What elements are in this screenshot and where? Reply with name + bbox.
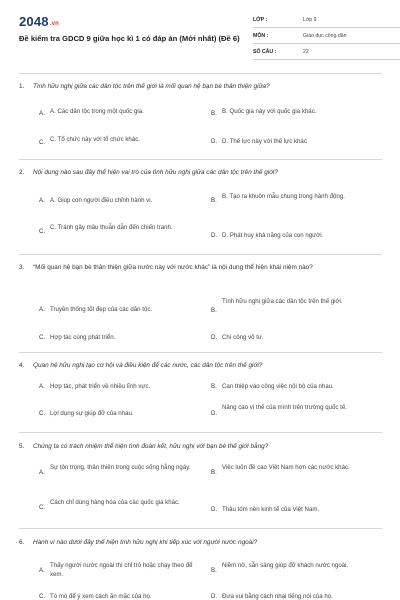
question-4 [19,361,382,371]
option-letter: D. [211,593,218,600]
question-3 [19,263,382,273]
page-header [19,14,385,62]
question-text: Quan hệ hữu nghị tạo cơ hội và điều kiện để các nước, các dân tộc trên thế giới? [33,362,263,369]
option-letter: A. [39,469,45,476]
option-letter: B. [211,110,217,117]
option-text: Thấy người nước ngoài thì chỉ trỏ hoặc chạy theo để xem. [50,562,193,578]
option-text: Can thiệp vào công việc nội bộ của nhau. [222,383,334,390]
option-letter: B. [211,307,217,314]
question-text: “Mối quan hệ bạn bè thân thiện giữa nước này với nước khác” là nội dung thể hiện khái niệm nào? [33,264,313,271]
option-text: Đưa vui bằng cách nhại tiếng nói của họ. [222,593,333,600]
meta-class-row [253,14,400,28]
option-text: D. Thế lực này với thế lực khác [222,138,307,145]
option-text: A. Các dân tộc trong một quốc gia. [50,108,144,115]
option-letter: A. [39,197,45,204]
meta-value: Lớp 9 [303,17,317,23]
option-letter: C. [39,334,46,341]
question-number: 6. [19,539,25,546]
option-text: A. Giúp con người điều chỉnh hành vi. [50,197,153,204]
question-stem [19,361,382,371]
meta-label: MÔN : [253,33,269,39]
question-text: Nội dung nào sau đây thể hiện vai trò của tình hữu nghị giữa các dân tộc trên thế giới? [33,169,279,176]
option-text: Hợp tác cùng phát triển. [50,334,116,341]
site-logo[interactable] [19,14,59,29]
question-text: Hành vi nào dưới đây thể hiện tình hữu nghị khi tiếp xúc với người nước ngoài? [33,539,258,546]
question-divider [19,159,382,160]
question-stem [19,263,382,273]
option-text: B. Quốc gia này với quốc gia khác. [222,108,317,115]
option-text: Sự tôn trọng, thân thiện trong cuộc sống hằng ngày. [50,464,191,471]
option-letter: B. [211,383,217,390]
option-text: Chí công vô tư. [222,334,264,341]
question-1 [19,82,382,92]
option-letter: A. [39,306,45,313]
option-letter: B. [211,469,217,476]
meta-value: 22 [303,49,309,55]
option-text: Nâng cao vị thế của mình trên trường quốc tế. [222,404,347,411]
option-letter: D. [211,410,218,417]
option-text: Hợp tác, phát triển về nhiều lĩnh vực. [50,383,151,390]
option-text: Lợi dụng sự giúp đỡ của nhau. [50,410,134,417]
option-letter: B. [211,567,217,574]
question-stem [19,168,382,178]
meta-label: SỐ CÂU : [253,49,277,55]
meta-label: LỚP : [253,17,268,23]
question-number: 5. [19,443,25,450]
doc-title: Đề kiểm tra GDCD 9 giữa học kì 1 có đáp án (Mới nhất) (Đề 6) [19,34,240,43]
question-number: 3. [19,264,25,271]
option-text: Truyền thống tốt đẹp của các dân tộc. [50,306,153,313]
question-divider [19,254,382,255]
option-letter: D. [211,506,218,513]
option-text: C. Tránh gây mâu thuẫn dẫn đến chiến tranh. [50,224,173,231]
meta-value: Giáo dục công dân [303,33,347,39]
option-letter: A. [39,567,45,574]
option-letter: A. [39,110,45,117]
option-letter: C. [39,410,46,417]
option-letter: C. [39,228,46,235]
option-letter: C. [39,593,46,600]
question-number: 4. [19,362,25,369]
question-stem [19,82,382,92]
option-text: Cách chỉ dùng hàng hóa của các quốc gia khác. [50,499,180,506]
option-text: Thâu tóm nền kinh tế của Việt Nam. [222,506,320,513]
option-letter: B. [211,197,217,204]
question-divider [19,432,382,433]
question-number: 1. [19,83,25,90]
question-2 [19,168,382,178]
option-text: Tò mò để ý xem cách ăn mặc của họ. [50,593,152,600]
option-text: C. Tổ chức này với tổ chức khác. [50,136,140,143]
option-text: Việc luôn đề cao Việt Nam hơn các nước khác. [222,464,350,471]
question-text: Chúng ta có trách nhiệm thể hiện tình đoàn kết, hữu nghị với bạn bè thế giới bằng? [33,443,269,450]
option-text: Tình hữu nghị giữa các dân tộc trên thế giới. [222,298,343,305]
option-letter: D. [211,334,218,341]
meta-subject-row [253,30,400,44]
question-6 [19,538,382,548]
logo-suffix-text: .vn [49,21,60,27]
option-letter: D. [211,232,218,239]
option-letter: D. [211,138,218,145]
question-divider [19,352,382,353]
question-stem [19,538,382,548]
option-letter: A. [39,383,45,390]
option-letter: C. [39,504,46,511]
question-5 [19,442,382,452]
question-divider [19,528,382,529]
question-number: 2. [19,169,25,176]
meta-info [253,14,400,62]
option-text: D. Phát huy khả năng của con người. [222,232,324,239]
question-stem [19,442,382,452]
meta-count-row [253,46,400,60]
logo-main-text: 2048 [19,14,49,29]
question-divider [19,73,382,74]
option-letter: C. [39,139,46,146]
option-text: B. Tạo ra khuôn mẫu chung trong hành động. [222,193,345,200]
option-text: Niềm nở, sẵn sàng giúp đỡ khách nước ngoài. [222,562,349,569]
question-text: Tình hữu nghị giữa các dân tộc trên thế giới là mối quan hệ bạn bè thân thiện giữa? [33,83,270,90]
